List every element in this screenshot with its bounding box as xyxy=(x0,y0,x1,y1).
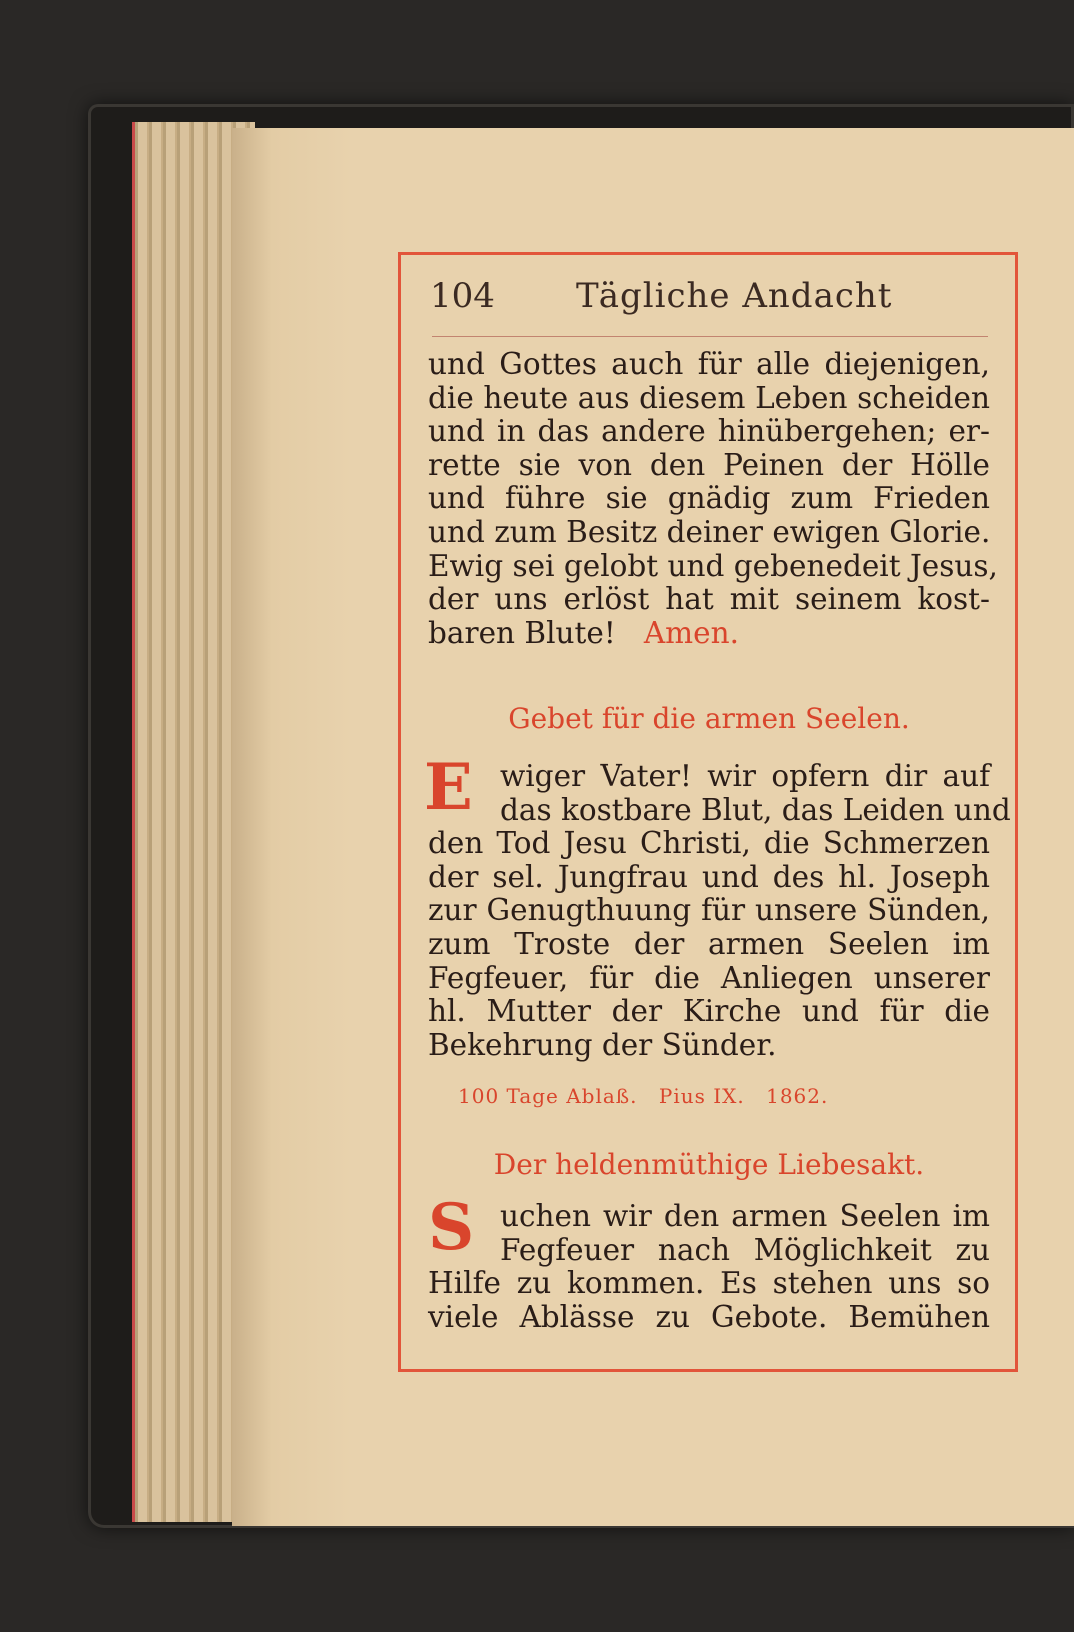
section-heading-2: Der heldenmüthige Liebesakt. xyxy=(493,1148,925,1181)
amen-red: Amen. xyxy=(643,615,739,650)
indulgence-year: 1862. xyxy=(766,1084,829,1108)
text-line: Ewig sei gelobt und gebenedeit Jesus, xyxy=(428,548,998,583)
page-header xyxy=(430,272,990,318)
text-line-last xyxy=(428,617,990,651)
text-line: das kostbare Blut, das Leiden und xyxy=(500,792,1011,827)
text-line: zum Troste der armen Seelen im xyxy=(428,926,990,961)
text-line: der sel. Jungfrau und des hl. Joseph xyxy=(428,859,990,894)
text-line: Bekehrung der Sünder. xyxy=(428,1027,777,1062)
section-heading-1: Gebet für die armen Seelen. xyxy=(508,702,910,735)
dropcap-e: E xyxy=(424,750,473,825)
text-line: und führe sie gnädig zum Frieden xyxy=(428,481,990,516)
text-line: Fegfeuer, für die Anliegen unserer xyxy=(428,960,990,995)
text-line: uchen wir den armen Seelen im xyxy=(500,1199,990,1233)
text-line: Fegfeuer nach Möglichkeit zu xyxy=(500,1232,990,1267)
indulgence-pope: Pius IX. xyxy=(658,1084,745,1108)
text-line: rette sie von den Peinen der Hölle xyxy=(428,447,990,482)
text-line: wiger Vater! wir opfern dir auf xyxy=(500,759,990,793)
text-line: und zum Besitz deiner ewigen Glorie. xyxy=(428,514,991,549)
indulgence-note xyxy=(458,1084,978,1108)
text-block-3 xyxy=(428,1200,990,1334)
text-block-2 xyxy=(428,759,1011,1062)
running-title: Tägliche Andacht xyxy=(576,276,893,316)
dropcap-s: S xyxy=(428,1190,475,1265)
indulgence-days: 100 Tage Ablaß. xyxy=(458,1084,638,1108)
text-line: und in das andere hinübergehen; er- xyxy=(428,414,990,449)
text-line: die heute aus diesem Leben scheiden xyxy=(428,380,990,415)
text-line: hl. Mutter der Kirche und für die xyxy=(428,994,990,1029)
text-line: und Gottes auch für alle diejenigen, xyxy=(428,347,990,381)
last-line-text: baren Blute! xyxy=(428,615,616,650)
text-line: viele Ablässe zu Gebote. Bemühen xyxy=(428,1299,990,1334)
text-line: Hilfe zu kommen. Es stehen uns so xyxy=(428,1266,990,1301)
text-line: den Tod Jesu Christi, die Schmerzen xyxy=(428,826,990,861)
header-rule xyxy=(432,336,988,337)
text-block-1 xyxy=(428,347,998,650)
text-line: der uns erlöst hat mit seinem kost- xyxy=(428,582,990,617)
text-line: zur Genugthuung für unsere Sünden, xyxy=(428,893,990,928)
page-number: 104 xyxy=(430,276,495,316)
